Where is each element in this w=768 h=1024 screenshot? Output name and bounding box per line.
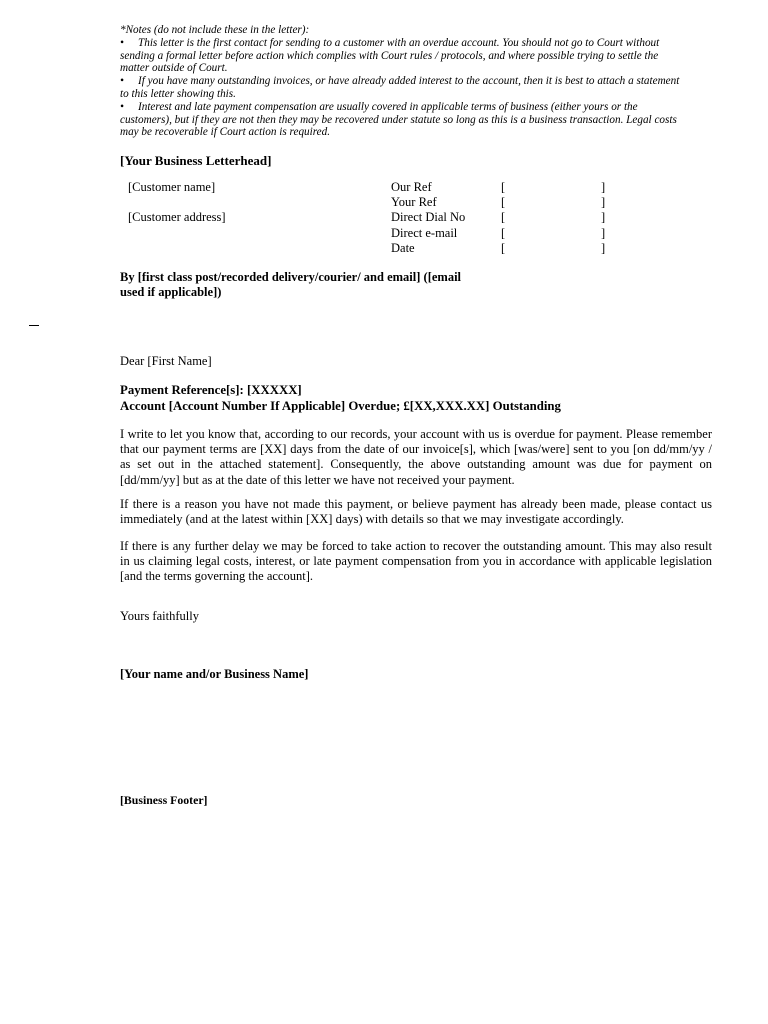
notes-block — [120, 24, 710, 139]
reference-open-bracket: [ — [501, 225, 506, 240]
notes-item-3-line-1: • Interest and late payment compensation are usually covered in applicable terms of business (either yours or the — [120, 100, 638, 113]
reference-close-bracket: ] — [601, 210, 606, 225]
body-paragraph-1: I write to let you know that, according to our records, your account with us is overdue for payment. Please remember that our payment terms are [XX] days from the date of our invoice[s], which [was/were] sent to you [on dd/mm/yy / as set out in the attached statement]. Consequently, the above outstanding amount was due for payment on [dd/mm/yy] but as at the date of this letter we have not received your payment. — [120, 427, 712, 487]
reference-close-bracket: ] — [601, 225, 606, 240]
customer-address-placeholder: [Customer address] — [128, 210, 226, 224]
delivery-method — [120, 270, 490, 300]
subject-block — [120, 382, 561, 414]
reference-label: Date — [391, 240, 415, 255]
closing: Yours faithfully — [120, 609, 199, 623]
reference-open-bracket: [ — [501, 180, 506, 194]
delivery-line-2: used if applicable]) — [120, 285, 222, 299]
notes-heading: *Notes (do not include these in the letter): — [120, 24, 310, 36]
reference-label: Our Ref — [391, 180, 432, 194]
reference-open-bracket: [ — [501, 195, 506, 210]
notes-item-2-line-2: to this letter showing this. — [120, 87, 236, 100]
reference-label: Direct Dial No — [391, 210, 466, 225]
reference-close-bracket: ] — [601, 195, 606, 210]
account-overdue-line: Account [Account Number If Applicable] Overdue; £[XX,XXX.XX] Outstanding — [120, 399, 561, 413]
notes-item-1-line-1: • This letter is the first contact for sending to a customer with an overdue account. You should not go to Court without — [120, 36, 660, 49]
margin-mark — [29, 325, 39, 326]
business-footer-placeholder: [Business Footer] — [120, 793, 208, 807]
delivery-line-1: By [first class post/recorded delivery/courier/ and email] ([email — [120, 270, 462, 284]
payment-reference-line: Payment Reference[s]: [XXXXX] — [120, 383, 302, 397]
letterhead-placeholder: [Your Business Letterhead] — [120, 153, 272, 168]
reference-label: Your Ref — [391, 195, 437, 210]
reference-close-bracket: ] — [601, 180, 606, 194]
body-paragraph-2: If there is a reason you have not made this payment, or believe payment has already been made, please contact us immediately (and at the latest within [XX] days) with details so that we may investigate accordingly. — [120, 497, 712, 527]
body-paragraph-3: If there is any further delay we may be forced to take action to recover the outstanding amount. This may also result in us claiming legal costs, interest, or late payment compensation from you in accordance with applicable legislation [and the terms governing the account]. — [120, 539, 712, 584]
notes-item-1-line-2: sending a formal letter before action which complies with Court rules / protocols, and where possible trying to settle the — [120, 49, 659, 62]
bullet-icon: • — [120, 36, 124, 49]
reference-open-bracket: [ — [501, 240, 506, 255]
bullet-icon: • — [120, 100, 124, 113]
notes-item-1-line-3: matter outside of Court. — [120, 62, 228, 75]
salutation: Dear [First Name] — [120, 354, 212, 368]
customer-name-placeholder: [Customer name] — [128, 180, 216, 194]
bullet-icon: • — [120, 75, 124, 88]
reference-close-bracket: ] — [601, 240, 606, 255]
notes-item-2-line-1: • If you have many outstanding invoices, or have already added interest to the account, then it is best to attach a statement — [120, 75, 680, 88]
reference-label: Direct e-mail — [391, 225, 458, 240]
notes-item-3-line-3: may be recoverable if Court action is required. — [120, 126, 331, 139]
reference-open-bracket: [ — [501, 210, 506, 225]
notes-item-3-line-2: customers), but if they are not then they may be recovered under statute so long as this is a business transaction. Legal costs — [120, 113, 677, 126]
signature-name-placeholder: [Your name and/or Business Name] — [120, 667, 309, 681]
